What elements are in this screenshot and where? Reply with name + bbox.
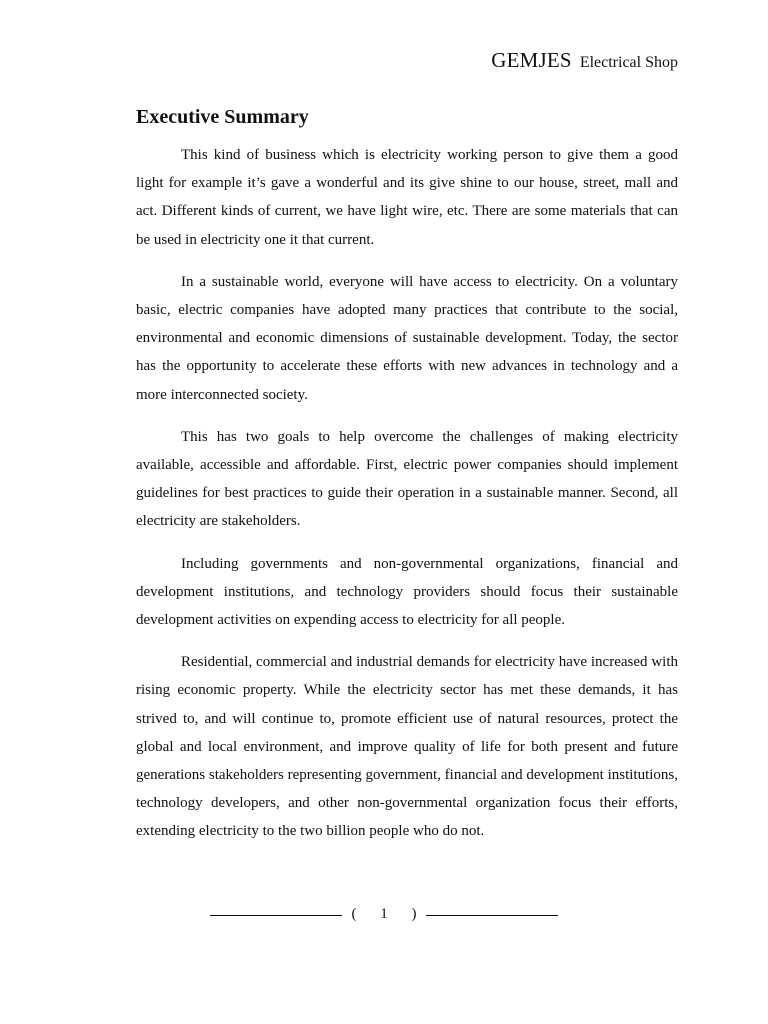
company-name: GEMJES [491, 48, 572, 72]
paragraph: This kind of business which is electricity working person to give them a good light for example it’s gave a wonderful and its give shine to our house, street, mall and act. Different kinds of current, we have light wire, etc. There are some materials that can be used in electricity one it that current. [136, 147, 678, 248]
paragraph: This has two goals to help overcome the challenges of making electricity available, accessible and affordable. First, electric power companies should implement guidelines for best practices to guide their operation in a sustainable manner. Second, all electricity are stakeholders. [136, 428, 678, 530]
paragraph: Including governments and non-governmental organizations, financial and development institutions, and technology providers should focus their sustainable development activities on expending access to electricity for all people. [136, 555, 678, 629]
paragraph: In a sustainable world, everyone will have access to electricity. On a voluntary basic, electric companies have adopted many practices that contribute to the social, environmental and economic dimensions of sustainable development. Today, the sector has the opportunity to accelerate these efforts with new advances in technology and a more interconnected society. [136, 273, 678, 403]
footer-open-paren: ( [351, 906, 357, 922]
section-title: Executive Summary [136, 106, 309, 128]
page-footer [0, 906, 768, 923]
footer-close-paren: ) [411, 906, 417, 922]
page-header [491, 48, 678, 73]
summary-body [136, 141, 678, 860]
paragraph: Residential, commercial and industrial demands for electricity have increased with rising economic property. While the electricity sector has met these demands, it has strived to, and will continue to, promote efficient use of natural resources, protect the global and local environment, and improve quality of life for both present and future generations stakeholders representing government, financial and development institutions, technology developers, and other non-governmental organization focus their efforts, extending electricity to the two billion people who do not. [136, 654, 678, 840]
footer-rule-left [210, 915, 342, 916]
page-number: 1 [380, 906, 388, 922]
company-subtitle: Electrical Shop [579, 54, 678, 71]
footer-rule-right [426, 915, 558, 916]
